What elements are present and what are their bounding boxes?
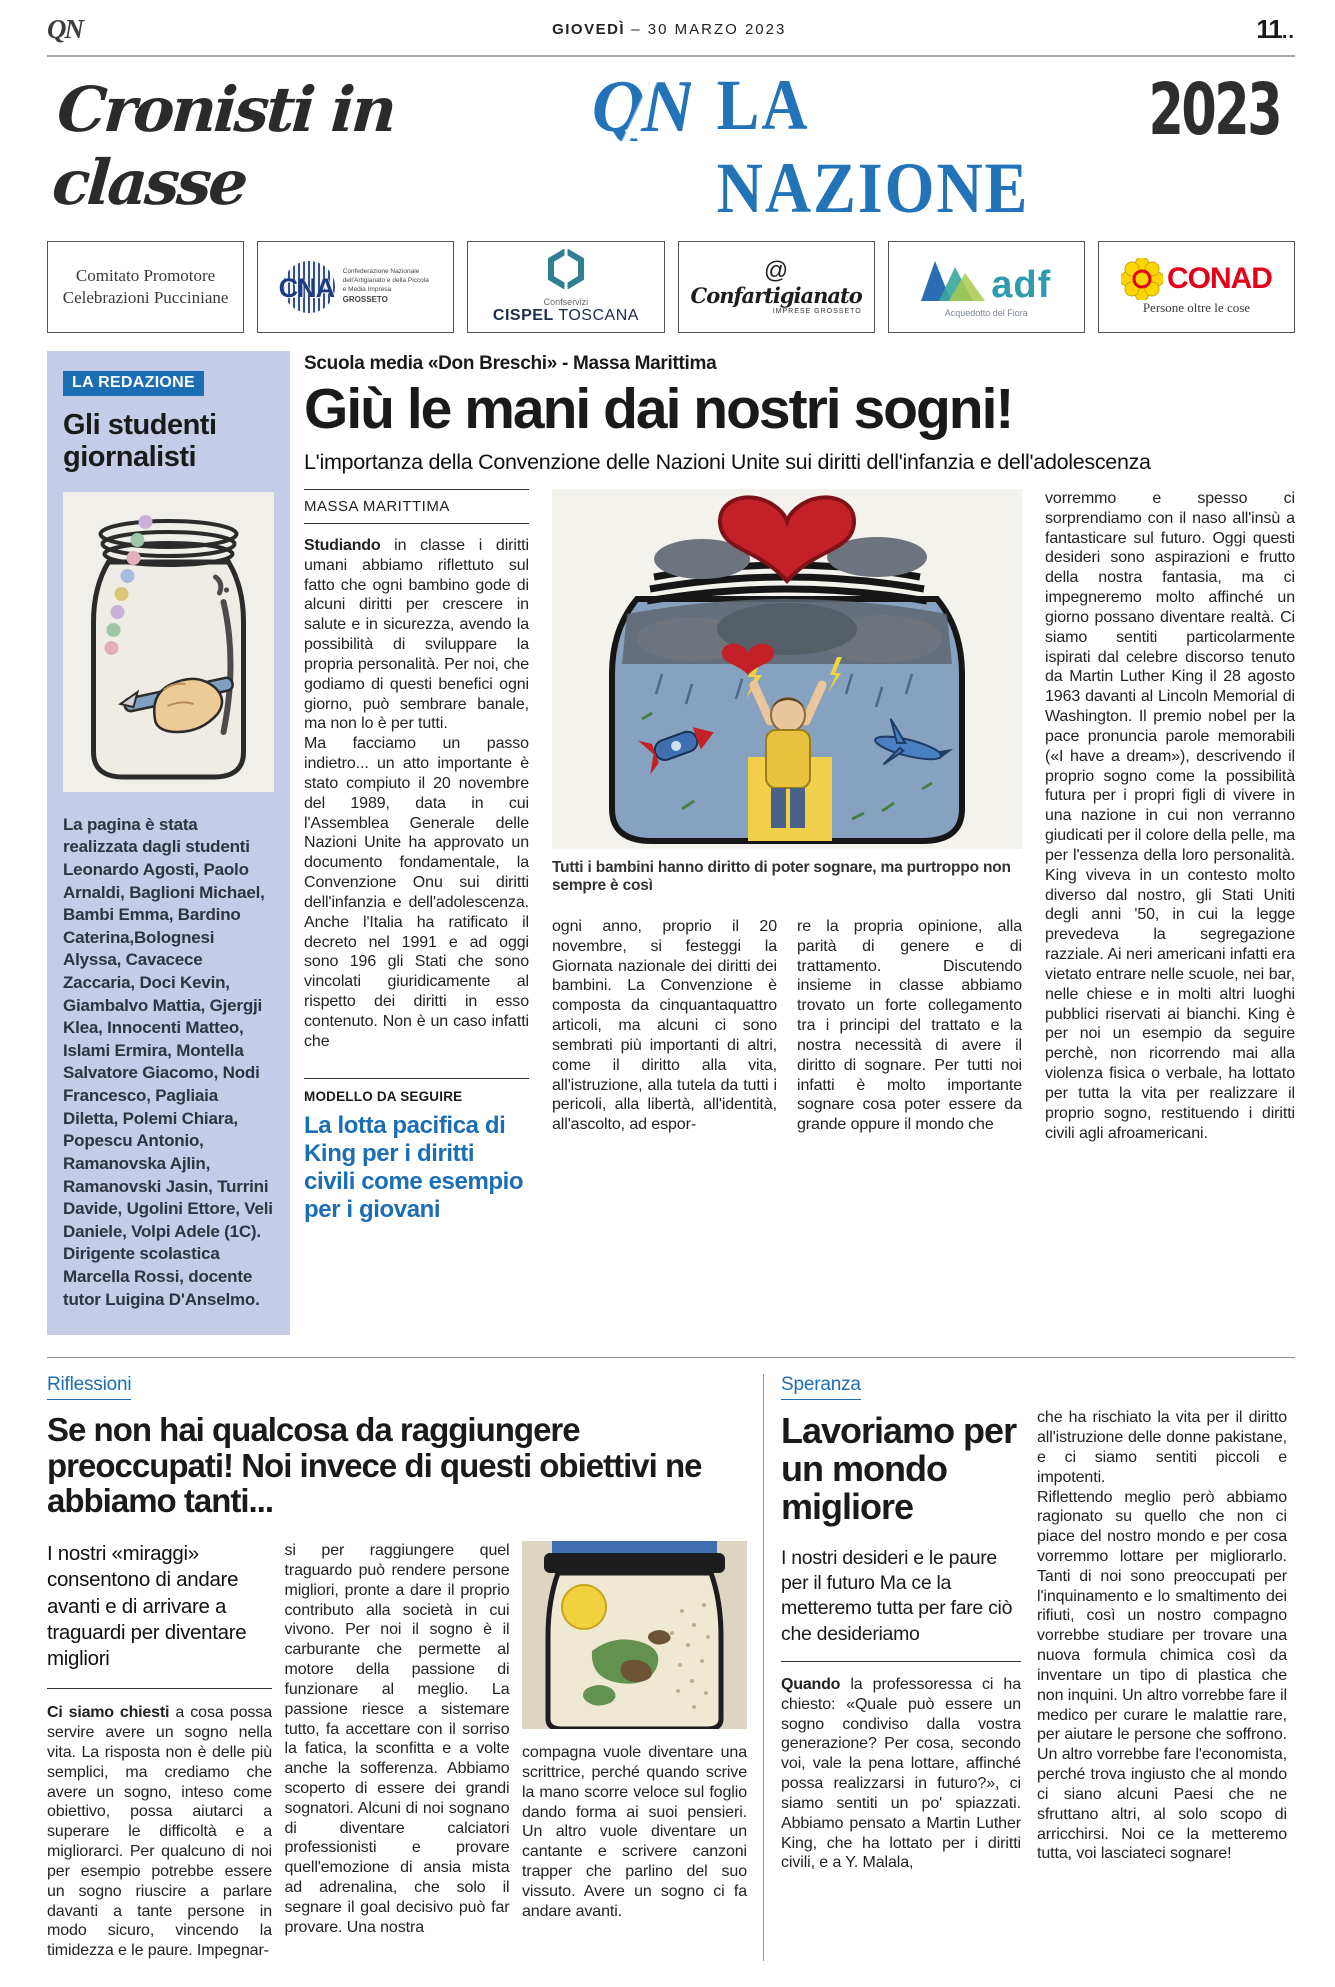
reflections-label: Riflessioni	[47, 1374, 131, 1400]
hope-article	[763, 1374, 1021, 1961]
sponsor-cna: CNA Confederazione Nazionale dell'Artigianato e della Piccola e Media Impresa GROSSETO	[257, 241, 454, 333]
sun-icon	[562, 1585, 606, 1629]
hope-continuation-column	[1037, 1374, 1287, 1961]
modello-title: La lotta pacifica di King per i diritti civili come esempio per i giovani	[304, 1111, 524, 1224]
hope-standfirst: I nostri desideri e le paure per il futuro Ma ce la metteremo tutta per fare ciò che desideriamo	[781, 1546, 1021, 1662]
folio-day: GIOVEDÌ	[552, 21, 626, 38]
main-headline: Giù le mani dai nostri sogni!	[304, 377, 1013, 441]
redazione-badge: LA REDAZIONE	[63, 371, 204, 396]
paragraph: Ma facciamo un passo indietro... un atto importante è stato compiuto il 20 novembre del 1989, data in cui l'Assemblea Generale delle Nazioni Unite ha approvato un documento fondamentale, la Convenzione Onu sui diritti dell'infanzia e dell'adolescenza. Anche l'Italia ha ratificato il decreto nel 1991 e ad oggi sono 196 gli Stati che sono vincolati giuridicamente al rispetto dei diritti in esso contenuto. Non è un caso infatti che	[304, 735, 529, 1050]
reflections-col-2	[285, 1541, 510, 1961]
reflections-headline: Se non hai qualcosa da raggiungere preoccupati! Noi invece di questi obiettivi ne abbiamo tanti...	[47, 1411, 702, 1520]
folio-date	[552, 21, 786, 38]
masthead	[47, 57, 1295, 227]
modello-label: MODELLO DA SEGUIRE	[304, 1088, 463, 1104]
folio-bar	[47, 10, 1295, 57]
dateline: MASSA MARITTIMA	[304, 489, 529, 524]
main-center-column	[552, 489, 1022, 1225]
paragraph: Quando la professoressa ci ha chiesto: «Quale può essere un sogno condiviso dalla vostra generazione? Per cosa, secondo voi, vale la pena lottare, affinché possa realizzarsi in futuro?», ci siamo sentiti un po' spiazzati. Abbiamo pensato a Martin Luther King, che ha lottato per i diritti civili, e a Y. Malala,	[781, 1675, 1021, 1872]
paragraph: Ci siamo chiesti a cosa possa servire avere un sogno nella vita. La risposta non è delle più semplici, ma crediamo che avere un sogno, inteso come obiettivo, possa aiutarci a superare le difficoltà e a migliorarci. Per qualcuno di noi per esempio potrebbe essere un sogno riuscire a parlare davanti a tante persone in modo sicuro, vincendo la timidezza e le paure. Impegnar-	[47, 1704, 272, 1960]
paragraph: Studiando in classe i diritti umani abbiamo riflettuto sul fatto che ogni bambino gode di alcuni diritti per crescere in salute e in sicurezza, avendo la possibilità di sviluppare la propria personalità. Per noi, che godiamo di questi benefici ogni giorno, può sembrare banale, ma non lo è per tutti.	[304, 537, 529, 733]
redazione-credits: La pagina è stata realizzata dagli studenti Leonardo Agosti, Paolo Arnaldi, Baglioni Michael, Bambi Emma, Bardino Caterina,Bolognesi Alyssa, Cavacece Zaccaria, Doci Kevin, Giambalvo Mattia, Gjergji Klea, Innocenti Matteo, Islami Ermira, Montella Salvatore Giacomo, Nodi Francesco, Pagliaia Diletta, Polemi Chiara, Popescu Antonio, Ramanovska Ajlin, Ramanovski Jasin, Turrini Davide, Ugolini Ettore, Veli Daniele, Volpi Adele (1C). Dirigente scolastica Marcella Rossi, docente tutor Luigina D'Anselmo.	[63, 814, 273, 1309]
main-subtitle: L'importanza della Convenzione delle Nazioni Unite sui diritti dell'infanzia e dell'adolescenza	[304, 450, 1151, 474]
reflections-col-3	[522, 1541, 747, 1961]
main-kicker: Scuola media «Don Breschi» - Massa Marittima	[304, 353, 717, 374]
conad-flower-icon	[1121, 258, 1163, 300]
redazione-title: Gli studenti giornalisti	[63, 409, 217, 473]
sponsor-cispel: Confservizi CISPEL TOSCANA	[467, 241, 664, 333]
redazione-sidebar	[47, 351, 290, 1335]
reflections-col-1	[47, 1541, 272, 1961]
reflections-standfirst: I nostri «miraggi» consentono di andare avanti e di arrivare a traguardi per diventare migliori	[47, 1541, 272, 1689]
masthead-script-title: Cronisti in classe	[49, 73, 397, 219]
main-image-caption: Tutti i bambini hanno diritto di poter sognare, ma purtroppo non sempre è così	[552, 859, 1011, 894]
masthead-year: 2023	[1148, 67, 1281, 152]
paragraph: Riflettendo meglio però abbiamo ragionato su quello che non ci piace del nostro mondo e per cosa vorremmo lottare per migliorarlo. Tanti di noi sono preoccupati per l'inquinamento e lo smaltimento dei rifiuti, così un nostro compagno vorrebbe studiare per trovare una nuova formula chimica così da inventare un tipo di plastica che non inquini. Un altro vorrebbe fare il medico per curare le malattie rare, per aiutare le persone che soffrono. Un altro vorrebbe fare l'economista, perché trova ingiusto che al mondo ci siano alcuni Paesi che ne sfruttano altri, al solo scopo di arricchirsi. Noi ce la metteremo tutta, voi lasciateci sognare!	[1037, 1488, 1287, 1863]
page-number: 11..	[1256, 14, 1295, 44]
section-divider	[47, 1357, 1295, 1358]
dream-jar-drawing	[552, 489, 1022, 849]
reflections-article	[47, 1374, 747, 1961]
folio-date-rest: – 30 MARZO 2023	[631, 21, 787, 38]
cna-logo-icon: CNA	[283, 261, 335, 313]
masthead-brand-title: LA NAZIONE	[716, 65, 1030, 228]
hope-label: Speranza	[781, 1374, 861, 1400]
qn-logo-masthead: QN	[591, 66, 691, 148]
cispel-logo-icon	[546, 249, 586, 289]
confartigianato-symbol-icon: @	[763, 257, 789, 284]
main-col-3	[797, 917, 1022, 1135]
main-col-1	[304, 489, 529, 1225]
main-article	[304, 351, 1295, 1335]
paragraph: ogni anno, proprio il 20 novembre, si festeggi la Giornata nazionale dei diritti dei bambini. La Convenzione è composta da cinquantaquattro articoli, ma alcuni ci sono sembrati più importanti di altri, come il diritto alla vita, all'istruzione, alla tutela da tutti i pericoli, alla libertà, all'identità, all'ascolto, ad espor-	[552, 918, 777, 1134]
hope-headline: Lavoriamo per un mondo migliore	[781, 1410, 1017, 1527]
paragraph: si per raggiungere quel traguardo può rendere persone migliori, pronte a dare il proprio contributo alla società in cui vivono. Per noi il sogno è il carburante che permette al motore della passione di funzionare al meglio. La passione riesce a sistemare tutto, fa accettare con il sorriso la fatica, la sconfitta e a volte anche la sofferenza. Abbiamo scoperto di essere dei grandi sognatori. Alcuni di noi sognano di diventare calciatori professionisti e provare quell'emozione di ansia mista ad adrenalina, che solo il segnare il goal decisivo può far provare. Una nostra	[284, 1542, 510, 1936]
paragraph: compagna vuole diventare una scrittrice, perché quando scrive la mano scorre veloce sul foglio dando forma ai suoi pensieri. Un altro vuole diventare un cantante e scrivere canzoni trapper che parlino del suo vissuto. Avere un sogno ci fa andare avanti.	[522, 1744, 747, 1920]
paragraph: re la propria opinione, alla parità di genere e di trattamento. Discutendo insieme in classe abbiamo trovato un forte collegamento tra i principi del trattato e la nostra necessità di avere il diritto di sognare. Per tutti noi infatti è molto importante sognare cosa poter essere da grande oppure il mondo che	[797, 918, 1022, 1134]
world-jar-drawing	[522, 1541, 747, 1729]
page-dots: ..	[1281, 21, 1295, 43]
sponsor-adf: adf Acquedotto del Fiora	[888, 241, 1085, 333]
main-col-4	[1045, 489, 1295, 1225]
redazione-jar-drawing	[63, 492, 274, 792]
main-col-2	[552, 917, 777, 1135]
paragraph: vorremmo e spesso ci sorprendiamo con il naso all'insù a fantasticare sul futuro. Oggi questi desideri sono aspirazioni e frutto della nostra fantasia, ma ci impegneremo molto affinché un giorno possano diventare realtà. Ci siamo sentiti particolarmente ispirati dal celebre discorso tenuto da Martin Luther King il 28 agosto 1963 davanti al Lincoln Memorial di Washington. Il premio nobel per la pace pronuncia parole memorabili («I have a dream»), descrivendo il proprio sogno come la possibilità futura per i propri figli di vivere in una nazione in cui non verranno giudicati per il colore della pelle, ma per l'essenza della loro personalità. King viveva in un contesto molto diverso dal nostro, gli Stati Uniti degli anni '50, in cui la legge prevedeva la segregazione razziale. Ai neri americani infatti era vietato entrare nelle scuole, nei bar, nelle chiese e in molti altri luoghi pubblici riservati ai bianchi. King è per noi un esempio da seguire perchè, non ricorrendo mai alla violenza fisica o verbale, ha lottato per tutta la vita per realizzare il proprio sogno, restituendo i diritti civili agli afroamericani.	[1045, 490, 1295, 1142]
sponsor-comitato: Comitato Promotore Celebrazioni Pucciniane	[47, 241, 244, 333]
bottom-section	[47, 1374, 1295, 1961]
adf-mountains-icon	[921, 257, 985, 301]
conad-wordmark: CONAD	[1166, 262, 1272, 295]
qn-logo-small: QN	[47, 14, 82, 44]
sponsor-strip	[47, 241, 1295, 333]
modello-box	[304, 1078, 529, 1225]
top-section	[47, 351, 1295, 1335]
adf-wordmark: adf	[991, 264, 1052, 307]
paragraph: che ha rischiato la vita per il diritto all'istruzione delle donne pakistane, e ci siamo sentiti piccoli e impotenti.	[1037, 1409, 1287, 1486]
sponsor-confartigianato: @ Confartigianato IMPRESE GROSSETO	[678, 241, 875, 333]
sponsor-conad: CONAD Persone oltre le cose	[1098, 241, 1295, 333]
